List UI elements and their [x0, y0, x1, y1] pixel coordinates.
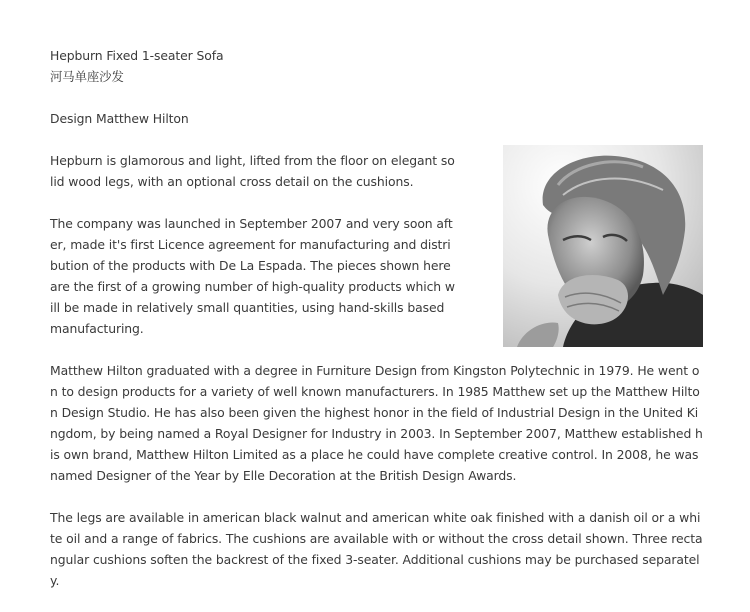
product-name-en: Hepburn Fixed 1-seater Sofa: [50, 48, 224, 63]
designer-portrait-image: [503, 145, 703, 347]
product-name-zh: 河马单座沙发: [50, 69, 124, 84]
paragraph-intro: Hepburn is glamorous and light, lifted from the floor on elegant solid wood legs, with an optional cross detail on the cushions.: [50, 153, 455, 189]
paragraph-company: The company was launched in September 2007 and very soon after, made it's first Licence agreement for manufacturing and distribution of the products with De La Espada. The pieces shown here are the first of a growing number of high-quality products which will be made in relatively small quantities, using hand-skills based manufacturing.: [50, 216, 455, 336]
designer-portrait-graphic: [503, 145, 703, 347]
designer-credit: Design Matthew Hilton: [50, 111, 189, 126]
paragraph-biography: Matthew Hilton graduated with a degree in Furniture Design from Kingston Polytechnic in 1979. He went on to design products for a variety of well known manufacturers. In 1985 Matthew set up the Matthew Hilton Design Studio. He has also been given the highest honor in the field of Industrial Design in the United Kingdom, by being named a Royal Designer for Industry in 2003. In September 2007, Matthew established his own brand, Matthew Hilton Limited as a place he could have complete creative control. In 2008, he was named Designer of the Year by Elle Decoration at the British Design Awards.: [50, 363, 703, 483]
product-title-block: [50, 45, 703, 87]
product-description: [50, 45, 703, 612]
paragraph-materials: The legs are available in american black walnut and american white oak finished with a danish oil or a white oil and a range of fabrics. The cushions are available with or without the cross detail shown. Three rectangular cushions soften the backrest of the fixed 3-seater. Additional cushions may be purchased separately.: [50, 510, 703, 588]
